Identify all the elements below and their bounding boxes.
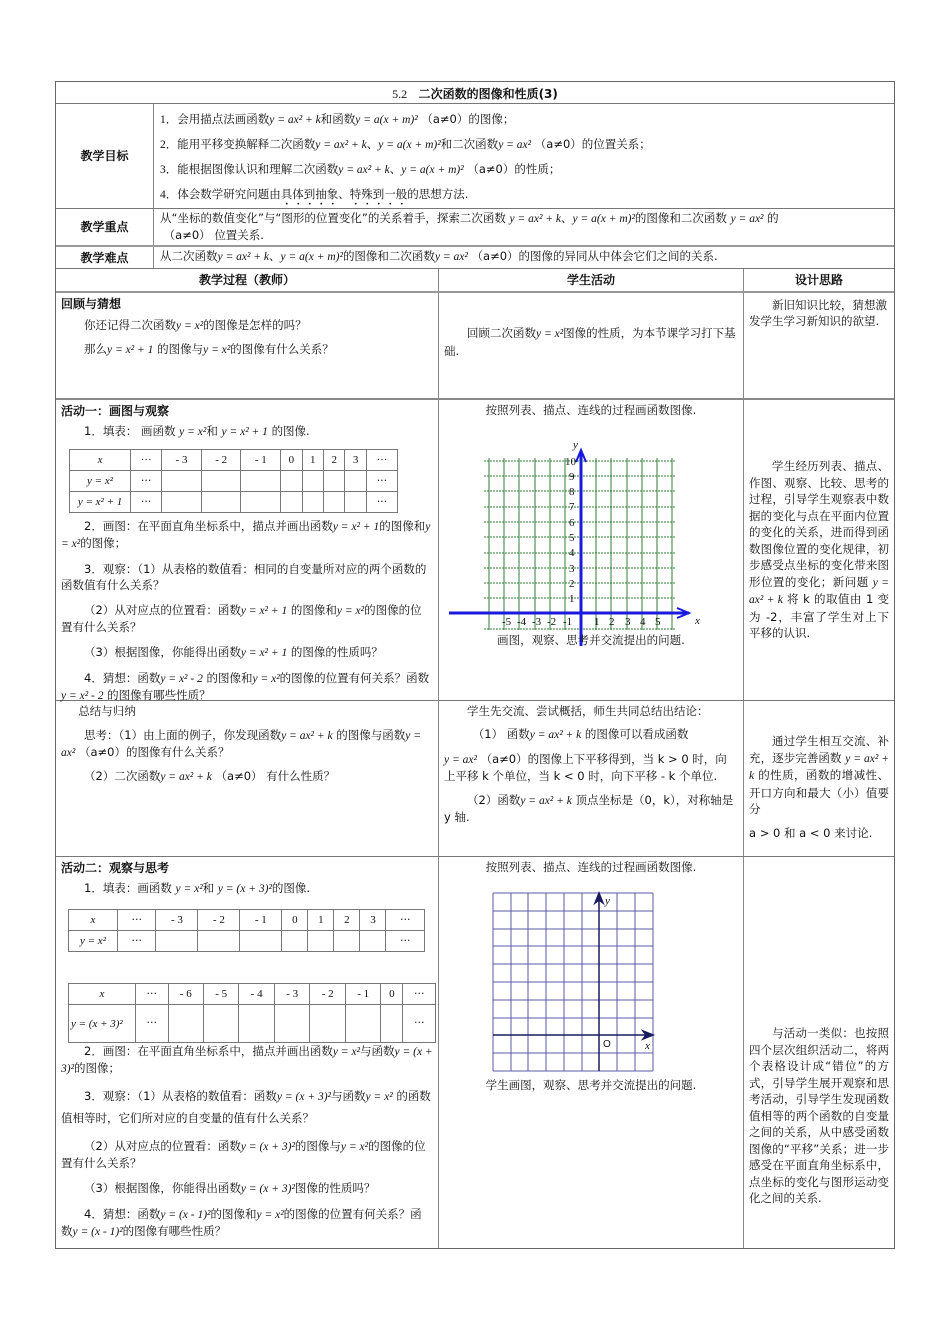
difficulties-label: 教学难点 — [80, 250, 129, 265]
svg-text:4: 4 — [569, 547, 575, 559]
y-axis-label: y — [605, 895, 610, 907]
grid-lines — [493, 893, 653, 1071]
review-question-1: 你还记得二次函数y = x²的图像是怎样的吗？ — [84, 318, 307, 332]
activity1-row — [56, 400, 894, 701]
activity1-step3-1: 3．观察：（1）从表格的数值看：相同的自变量所对应的两个函数的函数值有什么关系？ — [61, 562, 427, 592]
table-row: y = x² + 1 ··· ··· — [70, 492, 398, 513]
activity1-step1: 1．填表： 画函数 y = x²和 y = x² + 1 的图像. — [84, 424, 310, 438]
svg-text:8: 8 — [569, 486, 575, 498]
activity2-step3-3: （3）根据图像，你能得出函数y = (x + 3)²图像的性质吗？ — [84, 1181, 376, 1195]
key-points-row — [56, 209, 894, 247]
table-row: y = x² ··· ··· — [70, 471, 398, 492]
review-student-text: 回顾二次函数y = x²图像的性质，为本节课学习打下基础. — [444, 326, 736, 359]
table-row: x ··· - 3 - 2 - 1 0 1 2 3 ··· — [70, 450, 398, 471]
activity2-student — [438, 857, 743, 1248]
svg-text:1: 1 — [569, 593, 575, 605]
svg-text:5: 5 — [655, 616, 661, 628]
header-student: 学生活动 — [438, 269, 743, 291]
svg-text:-1: -1 — [563, 616, 573, 628]
title-row — [56, 82, 894, 104]
svg-text:1: 1 — [594, 616, 600, 628]
svg-text:-2: -2 — [547, 616, 557, 628]
x-axis-label: x — [645, 1040, 650, 1052]
svg-text:-5: -5 — [502, 616, 512, 628]
activity1-step4: 4．猜想：函数y = x² - 2 的图像和y = x²的图像的位置有何关系？函数y = x² - 2 的图像有哪些性质？ — [61, 671, 430, 702]
objectives-label: 教学目标 — [80, 149, 129, 163]
objective-3: 3．能根据图像认识和理解二次函数y = ax² + k、y = a(x + m)² （a≠0）的性质； — [160, 162, 561, 176]
objective-2: 2．能用平移变换解释二次函数y = ax² + k、y = a(x + m)²和二次函数y = ax² （a≠0）的位置关系； — [160, 137, 651, 151]
activity2-design-text: 与活动一类似：也按照四个层次组织活动二，将两个表格设计成“错位”的方式，引导学生展开观察和思考活动，引导学生发现函数值相等的两个函数的自变量之间的关系，从中感受函数图像的“平移”关系；进一步感受在平面直角坐标系中，点坐标的变化与图形运动变化之间的关系. — [749, 1026, 889, 1205]
summary-think-1: 思考：（1）由上面的例子，你发现函数y = ax² + k 的图像与函数y = ax² （a≠0）的图像有什么关系？ — [61, 728, 422, 760]
review-student — [438, 293, 743, 398]
summary-heading: 总结与归纳 — [78, 704, 136, 718]
difficulties-row — [56, 247, 894, 269]
activity1-step2: 2．画图：在平面直角坐标系中，描点并画出函数y = x² + 1的图像和y = x²的图像； — [61, 519, 431, 550]
objective-4: 4．体会数学研究问题由具体到抽象、特殊到一般的思想方法. — [160, 187, 469, 201]
activity1-steps — [61, 518, 433, 704]
summary-design-text: 通过学生相互交流、补充，逐步完善函数 y = ax² + k 的性质，函数的增减性、开口方向和最大（小）值要分 — [749, 734, 890, 816]
activity1-step3-3: （3）根据图像，你能得出函数y = x² + 1 的图像的性质吗？ — [84, 645, 383, 659]
objectives-content — [153, 104, 894, 208]
summary-student — [438, 701, 743, 856]
lesson-plan-table — [55, 81, 895, 1249]
summary-think-2: （2）二次函数y = ax² + k （a≠0） 有什么性质？ — [84, 769, 336, 784]
key-points-label: 教学重点 — [80, 220, 129, 234]
summary-design — [743, 701, 894, 856]
summary-conclusion-1-cont: y = ax² （a≠0）的图像上下平移得到，当 k > 0 时，向上平移 k 个单位，当 k < 0 时，向下平移 - k 个单位. — [444, 752, 727, 783]
section-number: 5.2 — [392, 87, 408, 101]
activity2-design — [743, 857, 894, 1248]
activity1-student-bottom: 画图，观察、思考并交流提出的问题. — [497, 633, 685, 647]
summary-row — [56, 701, 894, 857]
activity2-heading: 活动二：观察与思考 — [61, 861, 170, 875]
svg-text:3: 3 — [625, 616, 631, 628]
header-design: 设计思路 — [743, 269, 894, 291]
svg-text:-4: -4 — [517, 616, 527, 628]
table-row: x ··· - 6 - 5 - 4 - 3 - 2 - 1 0 ··· — [69, 984, 436, 1005]
review-design-text: 新旧知识比较，猜想激发学生学习新知识的欲望. — [749, 298, 887, 328]
activity1-process — [56, 400, 438, 700]
activity2-step4: 4．猜想：函数y = (x - 1)²的图像和y = x²的图像的位置有何关系？函数y = (x - 1)²的图像有哪些性质？ — [61, 1207, 422, 1238]
origin-label: O — [603, 1039, 611, 1050]
svg-text:2: 2 — [609, 616, 615, 628]
activity2-value-table-1 — [68, 909, 425, 952]
activity1-design-text: 学生经历列表、描点、作图、观察、比较、思考的过程，引导学生观察表中数据的变化与点在平面内位置的变化的关系，进而得到函数图像位置的变化规律，初步感受点坐标的变化带来图形位置的变化；新问题 y = ax² + k 将 k 的取值由 1 变为 -2，丰富了学生对上下平移的认识. — [749, 459, 890, 640]
svg-text:x: x — [695, 615, 700, 627]
summary-process — [56, 701, 438, 856]
key-points-content: 从“坐标的数值变化”与“图形的位置变化”的关系着手，探索二次函数 y = ax² + k、y = a(x + m)²的图像和二次函数 y = ax² 的 （a≠0） 位置关系. — [153, 209, 894, 245]
activity1-student-top: 按照列表、描点、连线的过程画函数图像. — [485, 403, 697, 417]
review-heading: 回顾与猜想 — [61, 297, 122, 311]
review-process — [56, 293, 438, 398]
svg-text:-3: -3 — [532, 616, 542, 628]
objective-1: 1．会用描点法画函数y = ax² + k和函数y = a(x + m)² （a≠0）的图像； — [160, 112, 515, 126]
activity2-step1: 1．填表：画函数 y = x²和 y = (x + 3)²的图像. — [84, 881, 311, 895]
review-question-2: 那么y = x² + 1 的图像与y = x²的图像有什么关系？ — [84, 342, 334, 356]
page-title: 二次函数的图像和性质(3) — [418, 87, 558, 101]
activity2-step2: 2．画图：在平面直角坐标系中，描点并画出函数y = x²与函数y = (x + 3)²的图像； — [61, 1044, 433, 1075]
svg-text:4: 4 — [640, 616, 646, 628]
review-design — [743, 293, 894, 398]
svg-text:3: 3 — [569, 563, 575, 575]
activity1-value-table — [69, 449, 398, 513]
table-row: y = (x + 3)² ··· ··· — [69, 1005, 436, 1043]
activity2-process — [56, 857, 438, 1248]
summary-conclusion-2: （2）函数y = ax² + k 顶点坐标是（0，k），对称轴是 y 轴. — [444, 793, 734, 824]
review-row — [56, 293, 894, 400]
activity1-heading: 活动一：画图与观察 — [61, 404, 170, 418]
table-row: y = x² ··· ··· — [69, 931, 425, 952]
activity1-design — [743, 400, 894, 700]
activity2-row — [56, 857, 894, 1248]
activity1-step3-2: （2）从对应点的位置看：函数y = x² + 1 的图像和y = x²的图像的位置有什么关系？ — [61, 603, 422, 634]
activity2-student-bottom: 学生画图，观察、思考并交流提出的问题. — [485, 1078, 697, 1092]
coordinate-grid-1 — [439, 420, 744, 650]
svg-text:5: 5 — [569, 532, 575, 544]
svg-text:2: 2 — [569, 578, 575, 590]
coordinate-grid-2 — [439, 887, 744, 1077]
table-row: x ··· - 3 - 2 - 1 0 1 2 3 ··· — [69, 910, 425, 931]
svg-text:10: 10 — [565, 456, 576, 468]
difficulties-content: 从二次函数y = ax² + k、y = a(x + m)²的图像和二次函数y = ax² （a≠0）的图像的异同从中体会它们之间的关系. — [153, 247, 894, 268]
summary-student-intro: 学生先交流、尝试概括，师生共同总结出结论： — [467, 704, 709, 718]
summary-design-post: a > 0 和 a < 0 来讨论. — [749, 825, 873, 840]
svg-text:7: 7 — [569, 501, 575, 513]
activity2-step3-2: （2）从对应点的位置看：函数y = (x + 3)²的图像与y = x²的图像的位置有什么关系？ — [61, 1139, 426, 1170]
activity2-student-top: 按照列表、描点、连线的过程画函数图像. — [485, 860, 697, 874]
objectives-row — [56, 104, 894, 209]
column-header-row — [56, 269, 894, 293]
header-process: 教学过程（教师） — [198, 273, 295, 287]
activity2-value-table-2 — [68, 983, 436, 1043]
svg-text:y: y — [573, 439, 578, 451]
svg-text:9: 9 — [569, 471, 575, 483]
svg-text:6: 6 — [569, 517, 575, 529]
activity1-student — [438, 400, 743, 700]
summary-conclusion-1: （1） 函数y = ax² + k 的图像可以看成函数 — [472, 727, 689, 741]
activity2-step3-1: 3．观察：（1）从表格的数值看：函数y = (x + 3)²与函数y = x² 的函数值相等时，它们所对应的自变量的值有什么关系？ — [61, 1089, 431, 1125]
activity2-steps — [61, 1043, 433, 1240]
